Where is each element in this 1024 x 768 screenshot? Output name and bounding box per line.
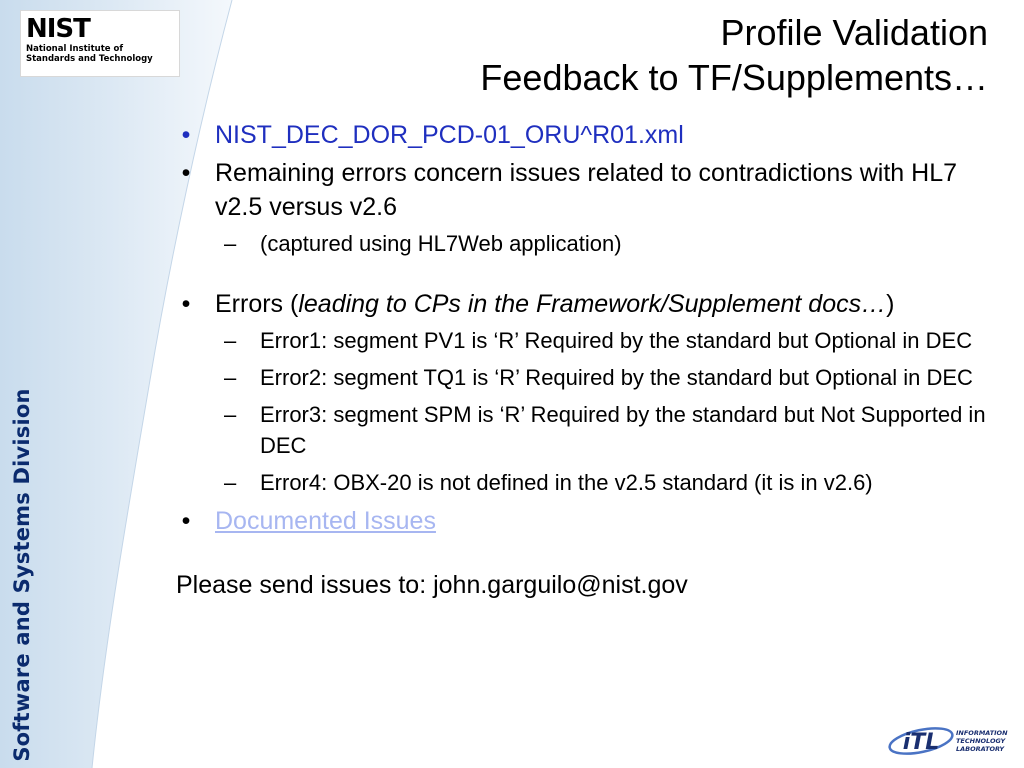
spacer: [176, 542, 1006, 568]
contact-line: Please send issues to: john.garguilo@nist.gov: [176, 571, 688, 599]
bullet-item-documented-issues: [176, 504, 1006, 538]
spacer: [176, 265, 1006, 287]
bullet-item-remaining-errors: [176, 156, 1006, 224]
captured-note-text: (captured using HL7Web application): [260, 231, 622, 256]
itl-logo-line3: LABORATORY: [956, 745, 1005, 753]
nist-logo-line2: Standards and Technology: [26, 54, 153, 64]
nist-logo-mark: NIST: [26, 14, 90, 44]
itl-logo-line2: TECHNOLOGY: [956, 737, 1006, 745]
itl-logo-graphic: [886, 720, 956, 760]
sub-bullet-marker: –: [224, 470, 237, 495]
sub-bullet-marker: –: [224, 365, 237, 390]
itl-logo: [886, 720, 1012, 760]
itl-logo-text: [956, 729, 1008, 753]
nist-logo-line1: National Institute of: [26, 44, 124, 54]
sub-bullet-marker: –: [224, 402, 237, 427]
sub-item-error3: [176, 399, 1006, 461]
error4-text: Error4: OBX-20 is not defined in the v2.5 standard (it is in v2.6): [260, 470, 873, 495]
itl-logo-mark: iTL: [902, 730, 940, 755]
sub-bullet-marker: –: [224, 328, 237, 353]
sub-item-error4: [176, 467, 1006, 498]
bullet-marker: •: [181, 159, 191, 187]
errors-suffix: ): [886, 290, 895, 318]
errors-italic-note: leading to CPs in the Framework/Supplement docs…: [298, 290, 887, 318]
slide-title-line2: Feedback to TF/Supplements…: [480, 57, 988, 98]
sub-item-captured: [176, 228, 1006, 259]
bullet-item-errors: [176, 287, 1006, 321]
sub-item-error1: [176, 325, 1006, 356]
bullet-marker: •: [181, 121, 191, 149]
documented-issues-link[interactable]: Documented Issues: [215, 507, 436, 535]
errors-prefix: Errors (: [215, 290, 299, 318]
filename-text: NIST_DEC_DOR_PCD-01_ORU^R01.xml: [215, 121, 684, 149]
error2-text: Error2: segment TQ1 is ‘R’ Required by the standard but Optional in DEC: [260, 365, 973, 390]
bullet-marker: •: [181, 290, 191, 318]
sub-bullet-marker: –: [224, 231, 237, 256]
slide-body: [176, 118, 1006, 602]
remaining-errors-text: Remaining errors concern issues related to contradictions with HL7 v2.5 versus v2.6: [215, 159, 958, 221]
itl-logo-line1: INFORMATION: [956, 729, 1008, 737]
error3-text: Error3: segment SPM is ‘R’ Required by the standard but Not Supported in DEC: [260, 402, 986, 458]
sidebar-division-label: Software and Systems Division: [10, 388, 34, 762]
slide-title-line1: Profile Validation: [720, 12, 988, 53]
nist-logo: [20, 10, 180, 77]
slide-title: [480, 10, 988, 100]
sub-item-error2: [176, 362, 1006, 393]
bullet-marker: •: [181, 507, 191, 535]
bullet-item-filename: [176, 118, 1006, 152]
error1-text: Error1: segment PV1 is ‘R’ Required by the standard but Optional in DEC: [260, 328, 973, 353]
